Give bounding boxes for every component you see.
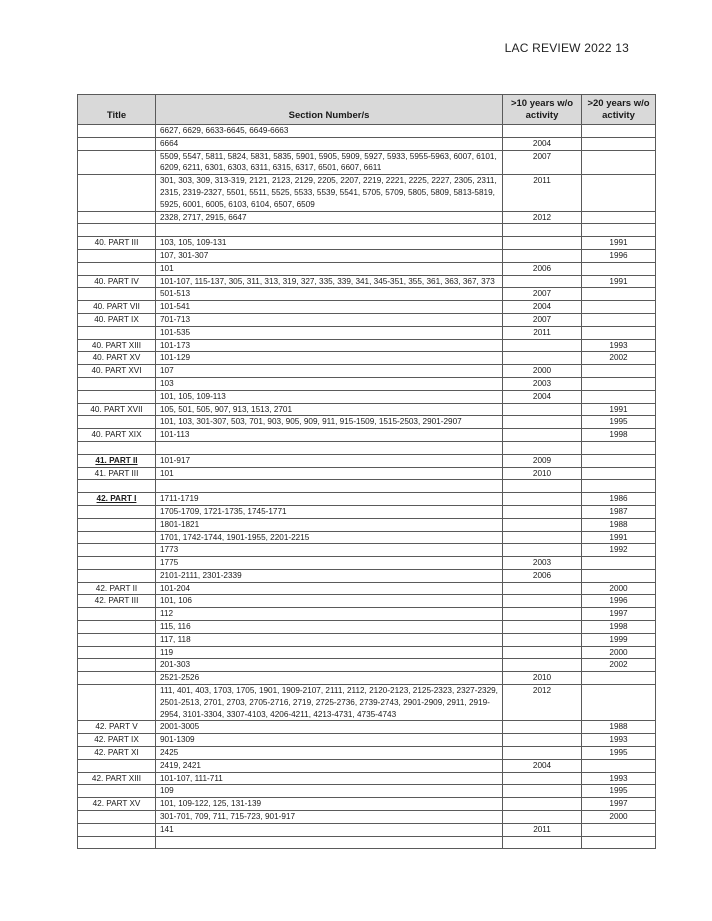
row-10-years-cell	[503, 224, 582, 237]
row-sections-cell: 2425	[156, 747, 503, 760]
row-10-years-cell	[503, 352, 582, 365]
row-10-years-cell	[503, 480, 582, 493]
row-title-cell: 40. PART XV	[78, 352, 156, 365]
row-title-cell	[78, 441, 156, 454]
row-title-cell	[78, 531, 156, 544]
row-10-years-cell	[503, 659, 582, 672]
table-row	[78, 249, 656, 262]
row-10-years-cell	[503, 595, 582, 608]
row-20-years-cell: 2000	[582, 646, 656, 659]
row-sections-cell: 109	[156, 785, 503, 798]
row-10-years-cell	[503, 505, 582, 518]
row-20-years-cell	[582, 390, 656, 403]
table-header-row	[78, 95, 656, 125]
row-title-cell: 42. PART I	[78, 493, 156, 506]
row-sections-cell	[156, 224, 503, 237]
table-row	[78, 836, 656, 849]
row-10-years-cell	[503, 646, 582, 659]
row-10-years-cell: 2004	[503, 390, 582, 403]
row-10-years-cell	[503, 734, 582, 747]
row-10-years-cell	[503, 125, 582, 138]
row-sections-cell: 1773	[156, 544, 503, 557]
row-title-cell	[78, 150, 156, 175]
row-10-years-cell	[503, 531, 582, 544]
row-20-years-cell: 1987	[582, 505, 656, 518]
row-title-cell	[78, 811, 156, 824]
row-10-years-cell	[503, 339, 582, 352]
row-20-years-cell	[582, 326, 656, 339]
row-sections-cell: 101, 105, 109-113	[156, 390, 503, 403]
row-title-cell	[78, 785, 156, 798]
row-20-years-cell: 2000	[582, 811, 656, 824]
table-row	[78, 403, 656, 416]
row-sections-cell: 6627, 6629, 6633-6645, 6649-6663	[156, 125, 503, 138]
row-10-years-cell: 2011	[503, 823, 582, 836]
inactivity-table	[77, 94, 656, 849]
row-10-years-cell	[503, 544, 582, 557]
row-title-cell: 41. PART II	[78, 454, 156, 467]
row-20-years-cell: 1988	[582, 721, 656, 734]
row-sections-cell: 101, 103, 301-307, 503, 701, 903, 905, 909, 911, 915-1509, 1515-2503, 2901-2907	[156, 416, 503, 429]
row-10-years-cell	[503, 798, 582, 811]
row-10-years-cell	[503, 836, 582, 849]
row-20-years-cell: 1996	[582, 249, 656, 262]
table-row	[78, 798, 656, 811]
row-10-years-cell: 2010	[503, 467, 582, 480]
table-row	[78, 352, 656, 365]
row-title-cell	[78, 416, 156, 429]
column-header-sections: Section Number/s	[156, 95, 503, 125]
row-sections-cell: 105, 501, 505, 907, 913, 1513, 2701	[156, 403, 503, 416]
row-sections-cell: 2521-2526	[156, 672, 503, 685]
row-title-cell: 40. PART IX	[78, 313, 156, 326]
row-sections-cell: 119	[156, 646, 503, 659]
row-20-years-cell: 1993	[582, 339, 656, 352]
row-20-years-cell: 1996	[582, 595, 656, 608]
row-20-years-cell: 1991	[582, 275, 656, 288]
row-sections-cell: 2101-2111, 2301-2339	[156, 569, 503, 582]
row-10-years-cell: 2003	[503, 377, 582, 390]
row-title-cell	[78, 672, 156, 685]
table-row	[78, 467, 656, 480]
table-row	[78, 659, 656, 672]
row-10-years-cell	[503, 621, 582, 634]
table-row	[78, 505, 656, 518]
row-sections-cell: 103, 105, 109-131	[156, 237, 503, 250]
row-title-cell	[78, 608, 156, 621]
row-10-years-cell	[503, 416, 582, 429]
page-number: 13	[615, 41, 629, 55]
row-10-years-cell: 2011	[503, 175, 582, 211]
row-10-years-cell: 2011	[503, 326, 582, 339]
table-row	[78, 137, 656, 150]
row-20-years-cell	[582, 480, 656, 493]
row-sections-cell: 141	[156, 823, 503, 836]
table-row	[78, 150, 656, 175]
row-title-cell: 42. PART XI	[78, 747, 156, 760]
table-row	[78, 313, 656, 326]
row-title-cell: 40. PART XVII	[78, 403, 156, 416]
row-title-cell	[78, 211, 156, 224]
row-title-cell	[78, 685, 156, 721]
row-sections-cell: 103	[156, 377, 503, 390]
row-title-cell: 42. PART IX	[78, 734, 156, 747]
row-20-years-cell: 2000	[582, 582, 656, 595]
row-10-years-cell	[503, 785, 582, 798]
row-title-cell	[78, 646, 156, 659]
row-title-cell: 42. PART III	[78, 595, 156, 608]
table-row	[78, 211, 656, 224]
row-sections-cell: 101-113	[156, 429, 503, 442]
row-10-years-cell: 2004	[503, 759, 582, 772]
table-row	[78, 416, 656, 429]
table-row	[78, 772, 656, 785]
row-20-years-cell: 1998	[582, 429, 656, 442]
row-20-years-cell	[582, 125, 656, 138]
table-row	[78, 672, 656, 685]
table-row	[78, 518, 656, 531]
column-header-10-years: >10 years w/o activity	[503, 95, 582, 125]
table-row	[78, 759, 656, 772]
row-title-cell	[78, 137, 156, 150]
table-row	[78, 224, 656, 237]
row-10-years-cell: 2009	[503, 454, 582, 467]
table-row	[78, 811, 656, 824]
column-header-20-years: >20 years w/o activity	[582, 95, 656, 125]
row-sections-cell: 901-1309	[156, 734, 503, 747]
row-sections-cell: 1701, 1742-1744, 1901-1955, 2201-2215	[156, 531, 503, 544]
row-sections-cell: 115, 116	[156, 621, 503, 634]
row-20-years-cell: 1995	[582, 416, 656, 429]
row-title-cell: 42. PART II	[78, 582, 156, 595]
row-title-cell	[78, 569, 156, 582]
row-20-years-cell	[582, 175, 656, 211]
row-10-years-cell	[503, 721, 582, 734]
row-10-years-cell: 2006	[503, 262, 582, 275]
row-sections-cell: 101, 109-122, 125, 131-139	[156, 798, 503, 811]
row-sections-cell: 107	[156, 365, 503, 378]
row-10-years-cell: 2007	[503, 288, 582, 301]
row-title-cell	[78, 288, 156, 301]
row-20-years-cell: 1993	[582, 734, 656, 747]
row-sections-cell: 101	[156, 467, 503, 480]
row-10-years-cell	[503, 582, 582, 595]
row-10-years-cell	[503, 811, 582, 824]
row-10-years-cell	[503, 518, 582, 531]
row-sections-cell: 101	[156, 262, 503, 275]
row-10-years-cell	[503, 429, 582, 442]
row-sections-cell: 101-204	[156, 582, 503, 595]
row-20-years-cell	[582, 224, 656, 237]
table-row	[78, 621, 656, 634]
row-title-cell	[78, 557, 156, 570]
column-header-title: Title	[78, 95, 156, 125]
table-row	[78, 685, 656, 721]
row-title-cell: 41. PART III	[78, 467, 156, 480]
row-sections-cell: 2419, 2421	[156, 759, 503, 772]
table-row	[78, 747, 656, 760]
row-10-years-cell: 2004	[503, 301, 582, 314]
row-20-years-cell	[582, 313, 656, 326]
row-title-cell	[78, 759, 156, 772]
row-title-cell: 42. PART XIII	[78, 772, 156, 785]
row-title-cell: 40. PART VII	[78, 301, 156, 314]
row-10-years-cell	[503, 249, 582, 262]
row-sections-cell: 112	[156, 608, 503, 621]
row-10-years-cell: 2012	[503, 685, 582, 721]
row-20-years-cell	[582, 377, 656, 390]
row-20-years-cell: 1995	[582, 747, 656, 760]
table-row	[78, 288, 656, 301]
row-10-years-cell	[503, 633, 582, 646]
table-row	[78, 480, 656, 493]
row-20-years-cell	[582, 441, 656, 454]
row-20-years-cell	[582, 467, 656, 480]
row-20-years-cell: 1993	[582, 772, 656, 785]
table-row	[78, 237, 656, 250]
row-title-cell	[78, 621, 156, 634]
row-title-cell: 40. PART XVI	[78, 365, 156, 378]
row-10-years-cell	[503, 772, 582, 785]
row-10-years-cell	[503, 493, 582, 506]
row-title-cell	[78, 505, 156, 518]
row-sections-cell: 101-107, 115-137, 305, 311, 313, 319, 327, 335, 339, 341, 345-351, 355, 361, 363, 367, 373	[156, 275, 503, 288]
row-title-cell	[78, 125, 156, 138]
row-title-cell: 40. PART III	[78, 237, 156, 250]
row-title-cell: 40. PART IV	[78, 275, 156, 288]
row-sections-cell: 301, 303, 309, 313-319, 2121, 2123, 2129, 2205, 2207, 2219, 2221, 2225, 2227, 2305, 2311, 2315, 2319-2327, 5501, 5511, 5525, 5533, 5539, 5541, 5705, 5709, 5805, 5809, 5813-5819, 5925, 6001, 6005, 6103, 6104, 6507, 6509	[156, 175, 503, 211]
row-title-cell: 40. PART XIII	[78, 339, 156, 352]
table-row	[78, 608, 656, 621]
row-10-years-cell	[503, 275, 582, 288]
table-row	[78, 454, 656, 467]
row-20-years-cell: 1991	[582, 531, 656, 544]
row-20-years-cell	[582, 823, 656, 836]
row-title-cell	[78, 249, 156, 262]
table-row	[78, 823, 656, 836]
row-20-years-cell	[582, 557, 656, 570]
row-title-cell	[78, 326, 156, 339]
row-20-years-cell	[582, 569, 656, 582]
row-sections-cell: 301-701, 709, 711, 715-723, 901-917	[156, 811, 503, 824]
row-sections-cell: 501-513	[156, 288, 503, 301]
row-sections-cell: 1711-1719	[156, 493, 503, 506]
row-10-years-cell: 2004	[503, 137, 582, 150]
row-title-cell	[78, 633, 156, 646]
row-10-years-cell: 2000	[503, 365, 582, 378]
table-row	[78, 582, 656, 595]
row-sections-cell: 5509, 5547, 5811, 5824, 5831, 5835, 5901, 5905, 5909, 5927, 5933, 5955-5963, 6007, 6101, 6209, 6211, 6301, 6303, 6311, 6315, 6317, 6501, 6607, 6611	[156, 150, 503, 175]
row-20-years-cell: 1999	[582, 633, 656, 646]
row-sections-cell: 101, 106	[156, 595, 503, 608]
row-10-years-cell: 2010	[503, 672, 582, 685]
table-row	[78, 734, 656, 747]
row-sections-cell: 107, 301-307	[156, 249, 503, 262]
row-20-years-cell	[582, 454, 656, 467]
table-row	[78, 646, 656, 659]
row-title-cell	[78, 224, 156, 237]
row-sections-cell: 2001-3005	[156, 721, 503, 734]
row-20-years-cell	[582, 836, 656, 849]
table-row	[78, 441, 656, 454]
row-10-years-cell	[503, 747, 582, 760]
row-10-years-cell	[503, 237, 582, 250]
row-20-years-cell: 1997	[582, 798, 656, 811]
row-title-cell	[78, 480, 156, 493]
row-title-cell	[78, 390, 156, 403]
row-title-cell	[78, 823, 156, 836]
row-sections-cell: 111, 401, 403, 1703, 1705, 1901, 1909-2107, 2111, 2112, 2120-2123, 2125-2323, 2327-2329, 2501-2513, 2701, 2703, 2705-2716, 2719, 2725-2736, 2739-2743, 2901-2909, 2911, 2919-2954, 3101-3304, 3307-4103, 4206-4211, 4213-4731, 4735-4743	[156, 685, 503, 721]
row-title-cell	[78, 544, 156, 557]
row-sections-cell	[156, 480, 503, 493]
table-row	[78, 429, 656, 442]
row-10-years-cell	[503, 608, 582, 621]
row-20-years-cell: 1992	[582, 544, 656, 557]
table-row	[78, 339, 656, 352]
row-10-years-cell: 2006	[503, 569, 582, 582]
row-title-cell	[78, 836, 156, 849]
table-row	[78, 390, 656, 403]
row-20-years-cell: 2002	[582, 352, 656, 365]
row-sections-cell	[156, 441, 503, 454]
table-body	[78, 125, 656, 849]
table-row	[78, 785, 656, 798]
row-title-cell	[78, 659, 156, 672]
row-20-years-cell: 1998	[582, 621, 656, 634]
row-20-years-cell: 1986	[582, 493, 656, 506]
row-sections-cell: 101-129	[156, 352, 503, 365]
row-10-years-cell: 2007	[503, 313, 582, 326]
row-sections-cell: 101-107, 111-711	[156, 772, 503, 785]
row-20-years-cell: 1995	[582, 785, 656, 798]
table-row	[78, 493, 656, 506]
row-20-years-cell	[582, 288, 656, 301]
table-row	[78, 326, 656, 339]
row-sections-cell: 1705-1709, 1721-1735, 1745-1771	[156, 505, 503, 518]
row-20-years-cell	[582, 672, 656, 685]
row-10-years-cell	[503, 441, 582, 454]
row-20-years-cell	[582, 262, 656, 275]
table-row	[78, 557, 656, 570]
row-sections-cell: 101-173	[156, 339, 503, 352]
row-20-years-cell	[582, 211, 656, 224]
row-title-cell: 42. PART XV	[78, 798, 156, 811]
table-row	[78, 377, 656, 390]
running-title: LAC REVIEW 2022	[504, 41, 612, 55]
row-20-years-cell	[582, 365, 656, 378]
table-row	[78, 275, 656, 288]
row-sections-cell: 2328, 2717, 2915, 6647	[156, 211, 503, 224]
row-title-cell: 42. PART V	[78, 721, 156, 734]
table-row	[78, 365, 656, 378]
row-20-years-cell	[582, 685, 656, 721]
row-20-years-cell: 1988	[582, 518, 656, 531]
row-sections-cell: 101-535	[156, 326, 503, 339]
row-sections-cell: 6664	[156, 137, 503, 150]
table-row	[78, 595, 656, 608]
row-20-years-cell: 1991	[582, 403, 656, 416]
row-20-years-cell: 1997	[582, 608, 656, 621]
row-sections-cell: 201-303	[156, 659, 503, 672]
row-20-years-cell: 1991	[582, 237, 656, 250]
table-row	[78, 569, 656, 582]
row-10-years-cell: 2007	[503, 150, 582, 175]
row-20-years-cell	[582, 137, 656, 150]
table-row	[78, 262, 656, 275]
row-10-years-cell: 2003	[503, 557, 582, 570]
row-title-cell	[78, 518, 156, 531]
table-row	[78, 544, 656, 557]
row-sections-cell: 1775	[156, 557, 503, 570]
row-20-years-cell: 2002	[582, 659, 656, 672]
row-sections-cell: 701-713	[156, 313, 503, 326]
row-sections-cell: 117, 118	[156, 633, 503, 646]
row-sections-cell: 1801-1821	[156, 518, 503, 531]
table-row	[78, 531, 656, 544]
row-title-cell	[78, 377, 156, 390]
table-row	[78, 301, 656, 314]
row-20-years-cell	[582, 150, 656, 175]
row-20-years-cell	[582, 759, 656, 772]
table-row	[78, 721, 656, 734]
table-row	[78, 175, 656, 211]
row-sections-cell: 101-917	[156, 454, 503, 467]
row-title-cell	[78, 262, 156, 275]
row-10-years-cell: 2012	[503, 211, 582, 224]
row-sections-cell	[156, 836, 503, 849]
table-row	[78, 125, 656, 138]
row-20-years-cell	[582, 301, 656, 314]
running-header	[505, 41, 629, 55]
table-row	[78, 633, 656, 646]
row-sections-cell: 101-541	[156, 301, 503, 314]
row-title-cell	[78, 175, 156, 211]
row-10-years-cell	[503, 403, 582, 416]
row-title-cell: 40. PART XIX	[78, 429, 156, 442]
